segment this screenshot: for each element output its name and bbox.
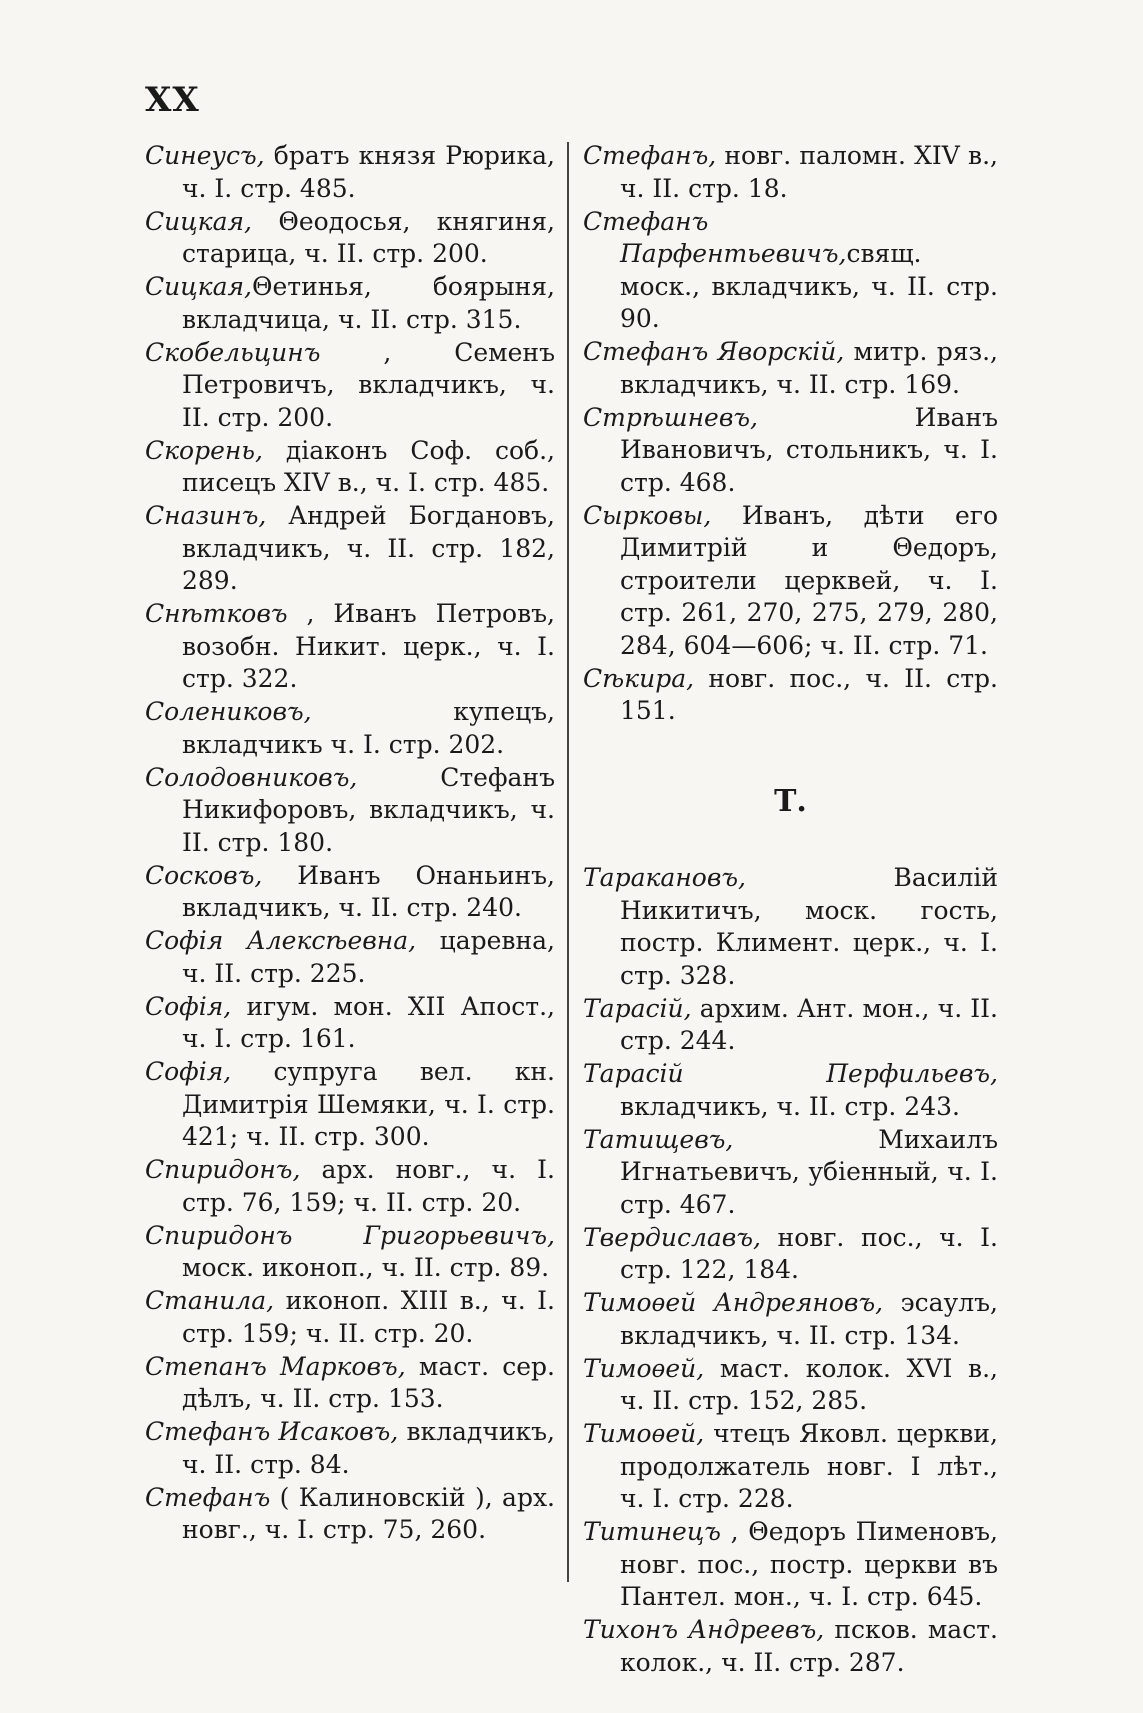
index-entry [145, 860, 555, 925]
entry-text: игум. мон. XII Апост., ч. I. стр. 161. [182, 991, 555, 1053]
entry-name: Тарасій, [583, 993, 692, 1023]
entry-name: Спиридонъ, [145, 1155, 301, 1184]
entry-text: псков. маст. колок., ч. II. стр. 287. [620, 1615, 998, 1677]
entry-name: Титинецъ [583, 1517, 721, 1546]
entry-name: Станила, [145, 1286, 275, 1315]
entry-name: Стефанъ Яворскій, [583, 337, 845, 366]
entry-name: Сицкая, [145, 272, 253, 301]
index-entry [583, 1353, 998, 1418]
entry-name: Тихонъ Андреевъ, [583, 1615, 825, 1644]
index-entry [583, 1058, 998, 1123]
index-entry [145, 762, 555, 860]
index-entry [583, 1287, 998, 1352]
entry-name: Таракановъ, [583, 863, 747, 892]
entry-name: Сосковъ, [145, 860, 263, 890]
entry-name: Тимоѳей, [583, 1353, 705, 1383]
entry-name: Стрѣшневъ, [583, 402, 758, 432]
entry-text: чтецъ Яковл. церкви, продолжатель новг. I лѣт., ч. I. стр. 228. [620, 1419, 998, 1513]
entry-text: Михаилъ Игнатьевичъ, убіенный, ч. I. стр. 467. [620, 1124, 998, 1219]
index-entry [145, 925, 555, 990]
entry-name: Сырковы, [583, 500, 712, 530]
index-entry [583, 1516, 998, 1614]
entry-name: Тимоѳей, [583, 1419, 705, 1448]
entry-name: Спиридонъ Григорьевичъ, [145, 1220, 555, 1250]
entry-name: Синеусъ, [145, 141, 265, 170]
entry-text: маст. сер. дѣлъ, ч. II. стр. 153. [182, 1351, 555, 1413]
index-entry [145, 1285, 555, 1350]
index-entry [583, 206, 998, 336]
entry-text: маст. колок. XVI в., ч. II. стр. 152, 285. [620, 1353, 998, 1415]
entry-name: Солениковъ, [145, 697, 312, 726]
index-entry [145, 337, 555, 435]
index-entry [145, 435, 555, 500]
entry-text: братъ князя Рюрика, ч. I. стр. 485. [182, 141, 555, 203]
entry-text: Θеодосья, княгиня, старица, ч. II. стр. 200. [182, 206, 555, 268]
index-entry [583, 1614, 998, 1679]
index-entry [145, 1220, 555, 1285]
entry-name: Твердиславъ, [583, 1222, 761, 1252]
entry-name: Тимоѳей Андреяновъ, [583, 1288, 884, 1317]
entry-text: супруга вел. кн. Димитрія Шемяки, ч. I. стр. 421; ч. II. стр. 300. [182, 1057, 555, 1151]
entry-name: Сѣкира, [583, 663, 695, 693]
index-entry [583, 140, 998, 205]
entry-name: Степанъ Марковъ, [145, 1351, 406, 1381]
entry-name: Татищевъ, [583, 1124, 734, 1154]
entry-text: моск. иконоп., ч. II. стр. 89. [182, 1253, 550, 1282]
index-entry [583, 336, 998, 401]
entry-text: , Семенъ Петровичъ, вкладчикъ, ч. II. стр. 200. [182, 337, 555, 432]
index-entry [145, 500, 555, 598]
entry-name: Софія, [145, 1057, 232, 1086]
index-entry [583, 1222, 998, 1287]
entry-text: діаконъ Соф. соб., писецъ XIV в., ч. I. стр. 485. [182, 435, 555, 497]
entry-text: свящ. моск., вкладчикъ, ч. II. стр. 90. [620, 239, 998, 333]
entry-text: архим. Ант. мон., ч. II. стр. 244. [620, 993, 998, 1055]
entry-name: Софія, [145, 991, 232, 1021]
section-letter-heading: Т. [774, 783, 807, 819]
entry-name: Снѣтковъ [145, 599, 288, 628]
index-entry [583, 993, 998, 1058]
index-entry [145, 991, 555, 1056]
entry-text: Василій Никитичъ, моск. гость, постр. Климент. церк., ч. I. стр. 328. [620, 863, 998, 990]
entry-text: новг. паломн. XIV в., ч. II. стр. 18. [620, 141, 998, 203]
index-entry [145, 598, 555, 696]
index-entry [583, 1124, 998, 1222]
entry-text: ( Калиновскій ), арх. новг., ч. I. стр. 75, 260. [182, 1482, 555, 1544]
right-column [583, 140, 998, 1680]
entry-text: арх. новг., ч. I. стр. 76, 159; ч. II. стр. 20. [182, 1155, 555, 1217]
entry-text: Стефанъ Никифоровъ, вкладчикъ, ч. II. стр. 180. [182, 762, 555, 857]
entry-name: Сназинъ, [145, 501, 267, 530]
index-entry [583, 862, 998, 992]
entry-name: Солодовниковъ, [145, 762, 358, 792]
entry-text: Андрей Богдановъ, вкладчикъ, ч. II. стр. 182, 289. [182, 501, 555, 595]
entry-text: вкладчикъ, ч. II. стр. 84. [182, 1417, 555, 1479]
entry-name: Стефанъ [145, 1482, 271, 1512]
entry-name: Стефанъ Исаковъ, [145, 1417, 399, 1446]
index-entry [145, 206, 555, 271]
entry-text: Иванъ Онаньинъ, вкладчикъ, ч. II. стр. 240. [182, 860, 555, 922]
entry-text: новг. пос., ч. II. стр. 151. [620, 663, 998, 725]
entry-text: эсаулъ, вкладчикъ, ч. II. стр. 134. [620, 1288, 998, 1350]
index-entry [145, 1056, 555, 1154]
left-column [145, 140, 555, 1547]
entry-text: Иванъ, дѣти его Димитрій и Θедоръ, строители церквей, ч. I. стр. 261, 270, 275, 279, 280, 284, 604—606; ч. II. стр. 71. [620, 500, 998, 660]
entry-text: вкладчикъ, ч. II. стр. 243. [620, 1091, 960, 1121]
page-number: XX [145, 80, 200, 120]
entry-name: Скобельцинъ [145, 337, 321, 367]
entry-text: Иванъ Ивановичъ, стольникъ, ч. I. стр. 468. [620, 402, 998, 497]
entry-name: Стефанъ Парфентьевичъ, [583, 206, 847, 268]
index-entry [583, 402, 998, 500]
column-divider [567, 142, 569, 1582]
index-entry [145, 140, 555, 205]
entry-text: иконоп. XIII в., ч. I. стр. 159; ч. II. стр. 20. [182, 1286, 555, 1348]
index-entry [145, 1482, 555, 1547]
index-entry [583, 663, 998, 728]
entry-text: царевна, ч. II. стр. 225. [182, 926, 555, 988]
entry-text: купецъ, вкладчикъ ч. I. стр. 202. [182, 697, 555, 759]
entry-name: Софія Алексѣевна, [145, 926, 417, 955]
index-entry [145, 1351, 555, 1416]
entry-name: Скорень, [145, 435, 263, 465]
entry-text: митр. ряз., вкладчикъ, ч. II. стр. 169. [620, 337, 999, 399]
entry-text: , Иванъ Петровъ, возобн. Никит. церк., ч. I. стр. 322. [182, 599, 555, 693]
index-entry [145, 1154, 555, 1219]
index-entry [145, 271, 555, 336]
entry-text: Θетинья, боярыня, вкладчица, ч. II. стр. 315. [182, 272, 555, 334]
entry-text: , Θедоръ Пименовъ, новг. пос., постр. церкви въ Пантел. мон., ч. I. стр. 645. [620, 1517, 998, 1611]
index-entry [145, 696, 555, 761]
entry-name: Тарасій Перфильевъ, [583, 1059, 998, 1088]
index-entry [583, 1418, 998, 1516]
entry-name: Сицкая, [145, 206, 253, 236]
index-entry [583, 500, 998, 663]
index-entry [145, 1416, 555, 1481]
entry-name: Стефанъ, [583, 141, 717, 170]
entry-text: новг. пос., ч. I. стр. 122, 184. [620, 1222, 998, 1284]
